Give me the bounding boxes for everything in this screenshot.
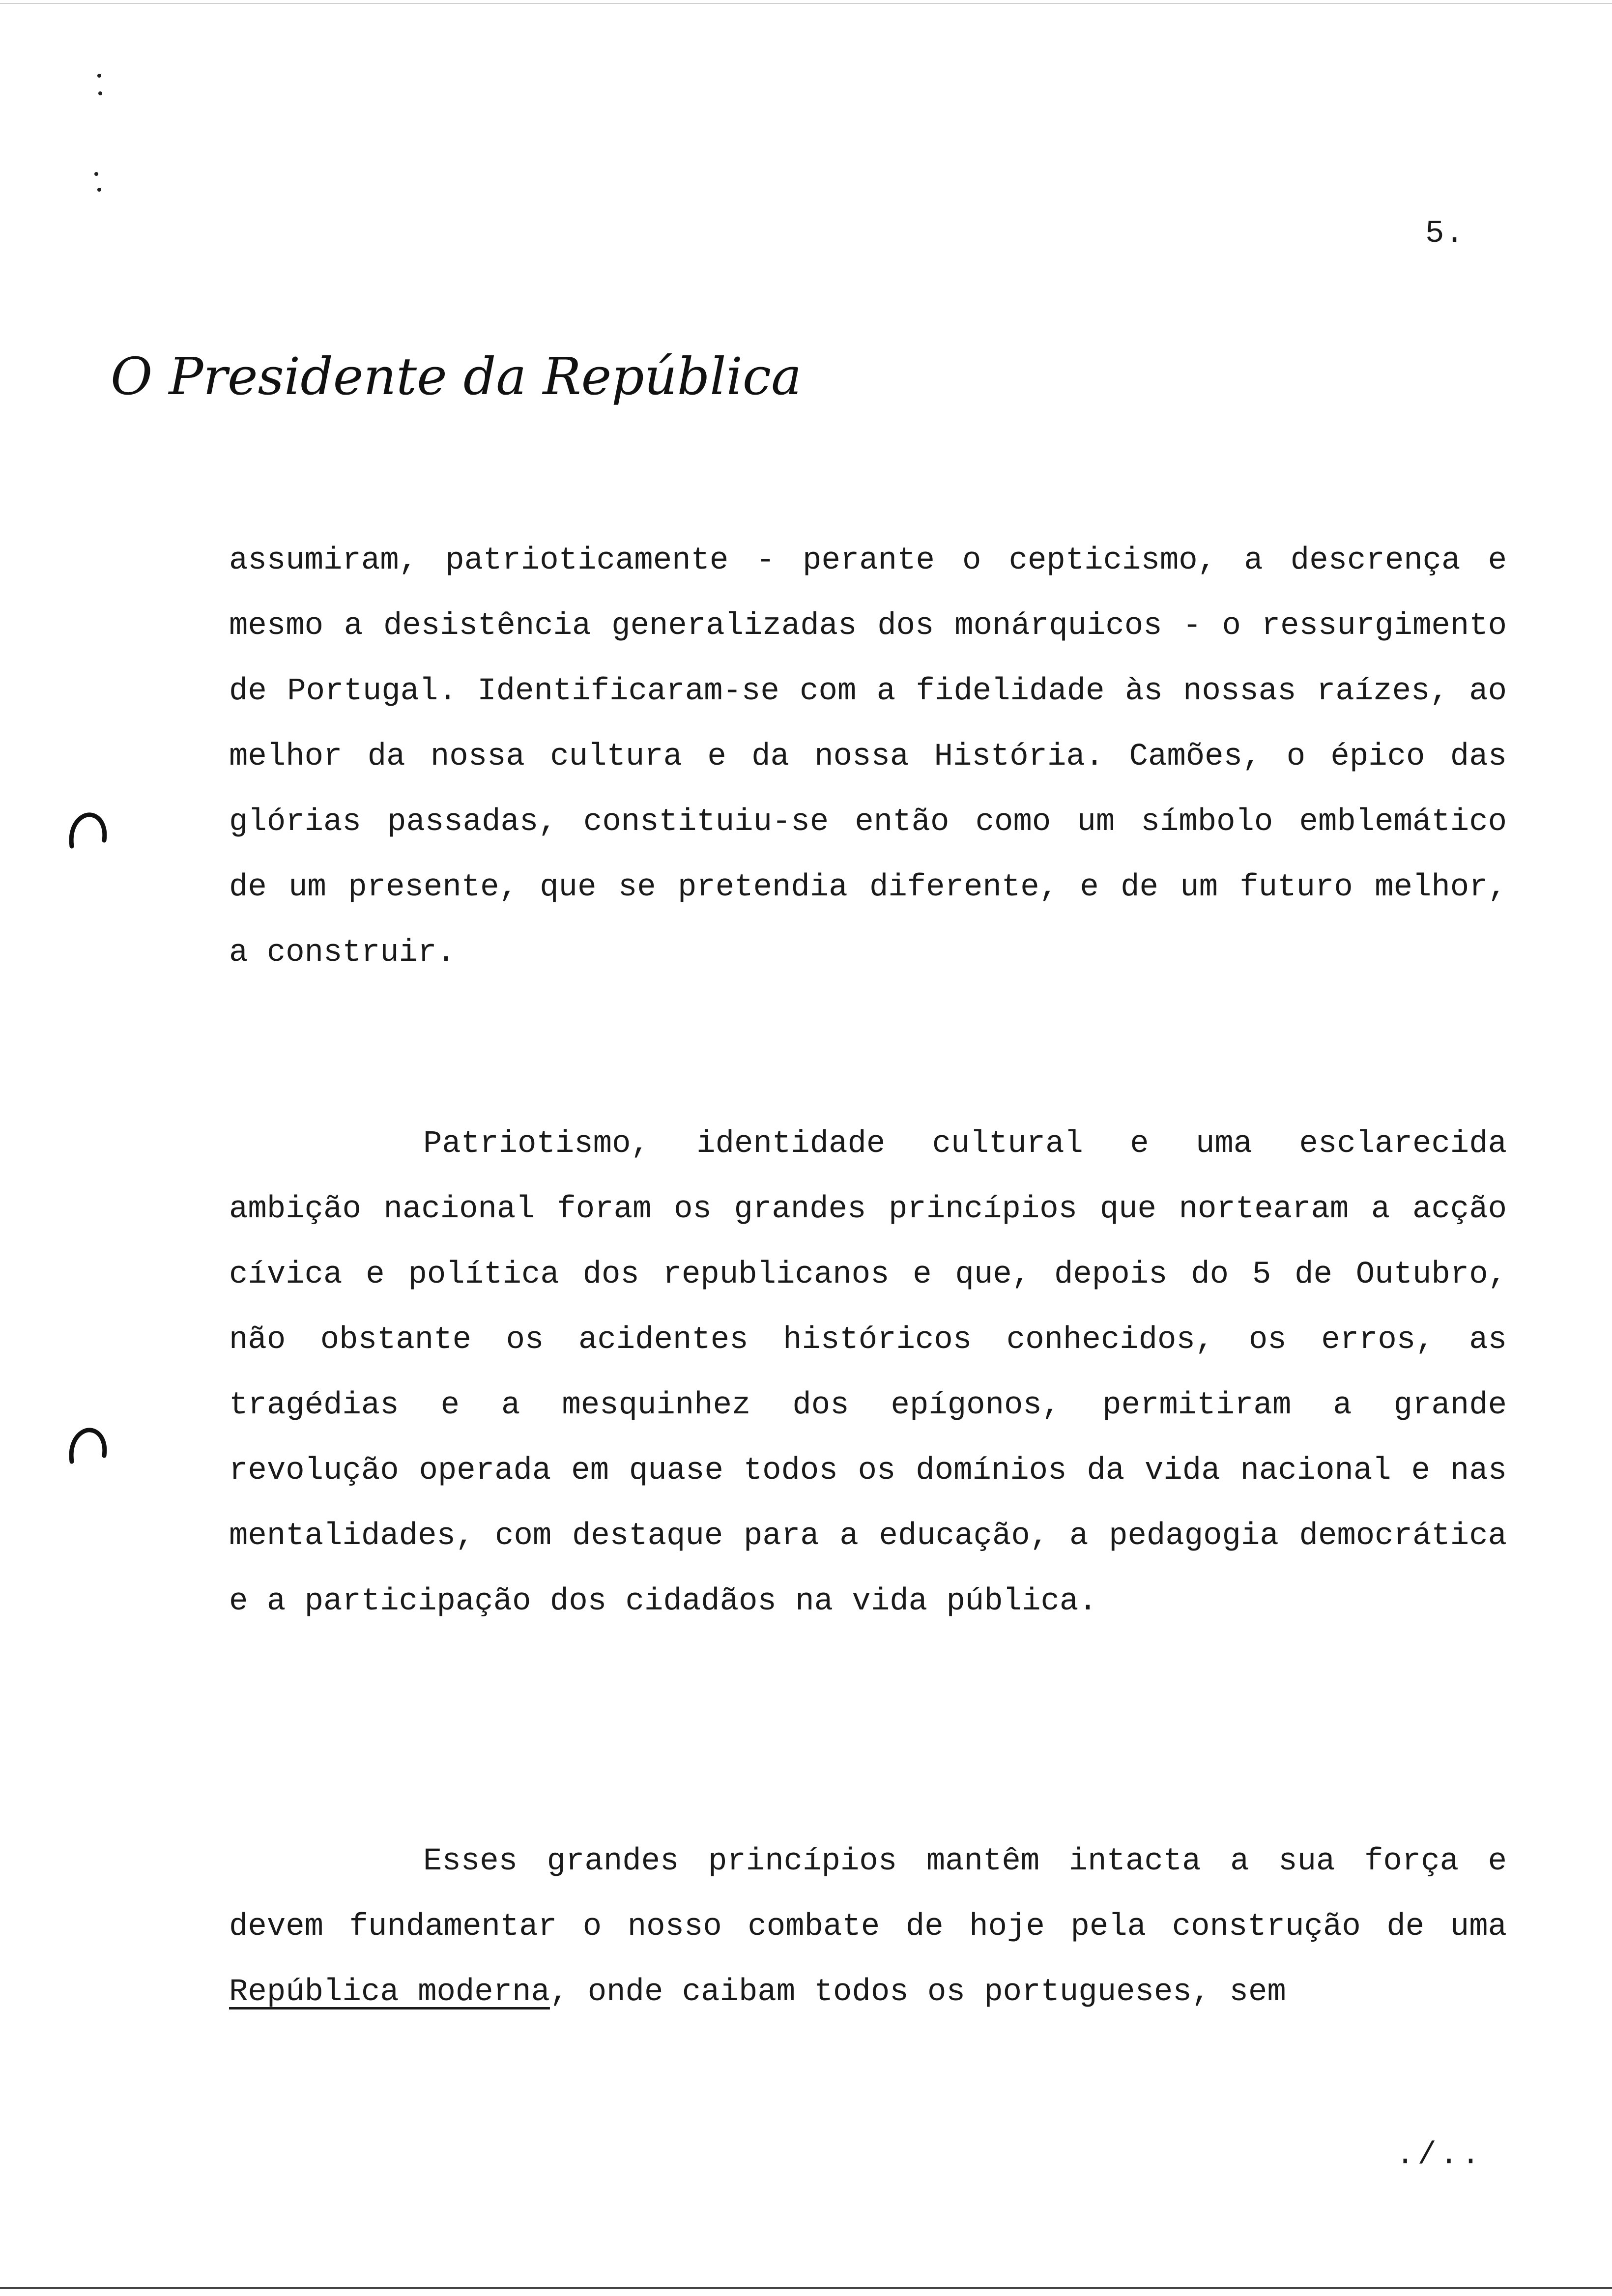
letterhead-script: O Presidente da República bbox=[111, 346, 802, 406]
paragraph-patriotismo bbox=[229, 1112, 1507, 1635]
page-number: 5. bbox=[1425, 216, 1465, 252]
scan-speck bbox=[98, 91, 102, 95]
page-top-edge bbox=[0, 3, 1612, 4]
paragraph-text-start: Esses grandes princípios mantêm intacta a sua força e devem fundamentar o nosso combate de hoje pela construção de uma bbox=[229, 1844, 1507, 1945]
punch-hole-icon bbox=[67, 1425, 108, 1466]
scan-speck bbox=[97, 188, 101, 192]
continuation-mark: ./.. bbox=[1396, 2138, 1483, 2173]
page-bottom-edge bbox=[0, 2287, 1612, 2289]
paragraph-principios bbox=[229, 1829, 1507, 2025]
paragraph-continued bbox=[229, 528, 1507, 986]
paragraph-text: Patriotismo, identidade cultural e uma esclarecida ambição nacional foram os grandes princípios que nortearam a acção cívica e política dos republicanos e que, depois do 5 de Outubro, não obstante os acidentes históricos conhecidos, os erros, as tragédias e a mesquinhez dos epígonos, permitiram a grande revolução operada em quase todos os domínios da vida nacional e nas mentalidades, com destaque para a educação, a pedagogia democrática e a participação dos cidadãos na vida pública. bbox=[229, 1126, 1507, 1619]
paragraph-text bbox=[229, 1829, 1507, 2025]
scan-speck bbox=[97, 74, 101, 78]
punch-hole-icon bbox=[67, 810, 108, 851]
underlined-phrase: República moderna bbox=[229, 1975, 550, 2010]
scan-speck bbox=[94, 172, 98, 176]
paragraph-text-end: , onde caibam todos os portugueses, sem bbox=[549, 1975, 1286, 2010]
paragraph-text: assumiram, patrioticamente - perante o cepticismo, a descrença e mesmo a desistência generalizadas dos monárquicos - o ressurgimento de Portugal. Identificaram-se com a fidelidade às nossas raízes, ao melhor da nossa cultura e da nossa História. Camões, o épico das glórias passadas, constituiu-se então como um símbolo emblemático de um presente, que se pretendia diferente, e de um futuro melhor, a construir. bbox=[229, 543, 1507, 971]
